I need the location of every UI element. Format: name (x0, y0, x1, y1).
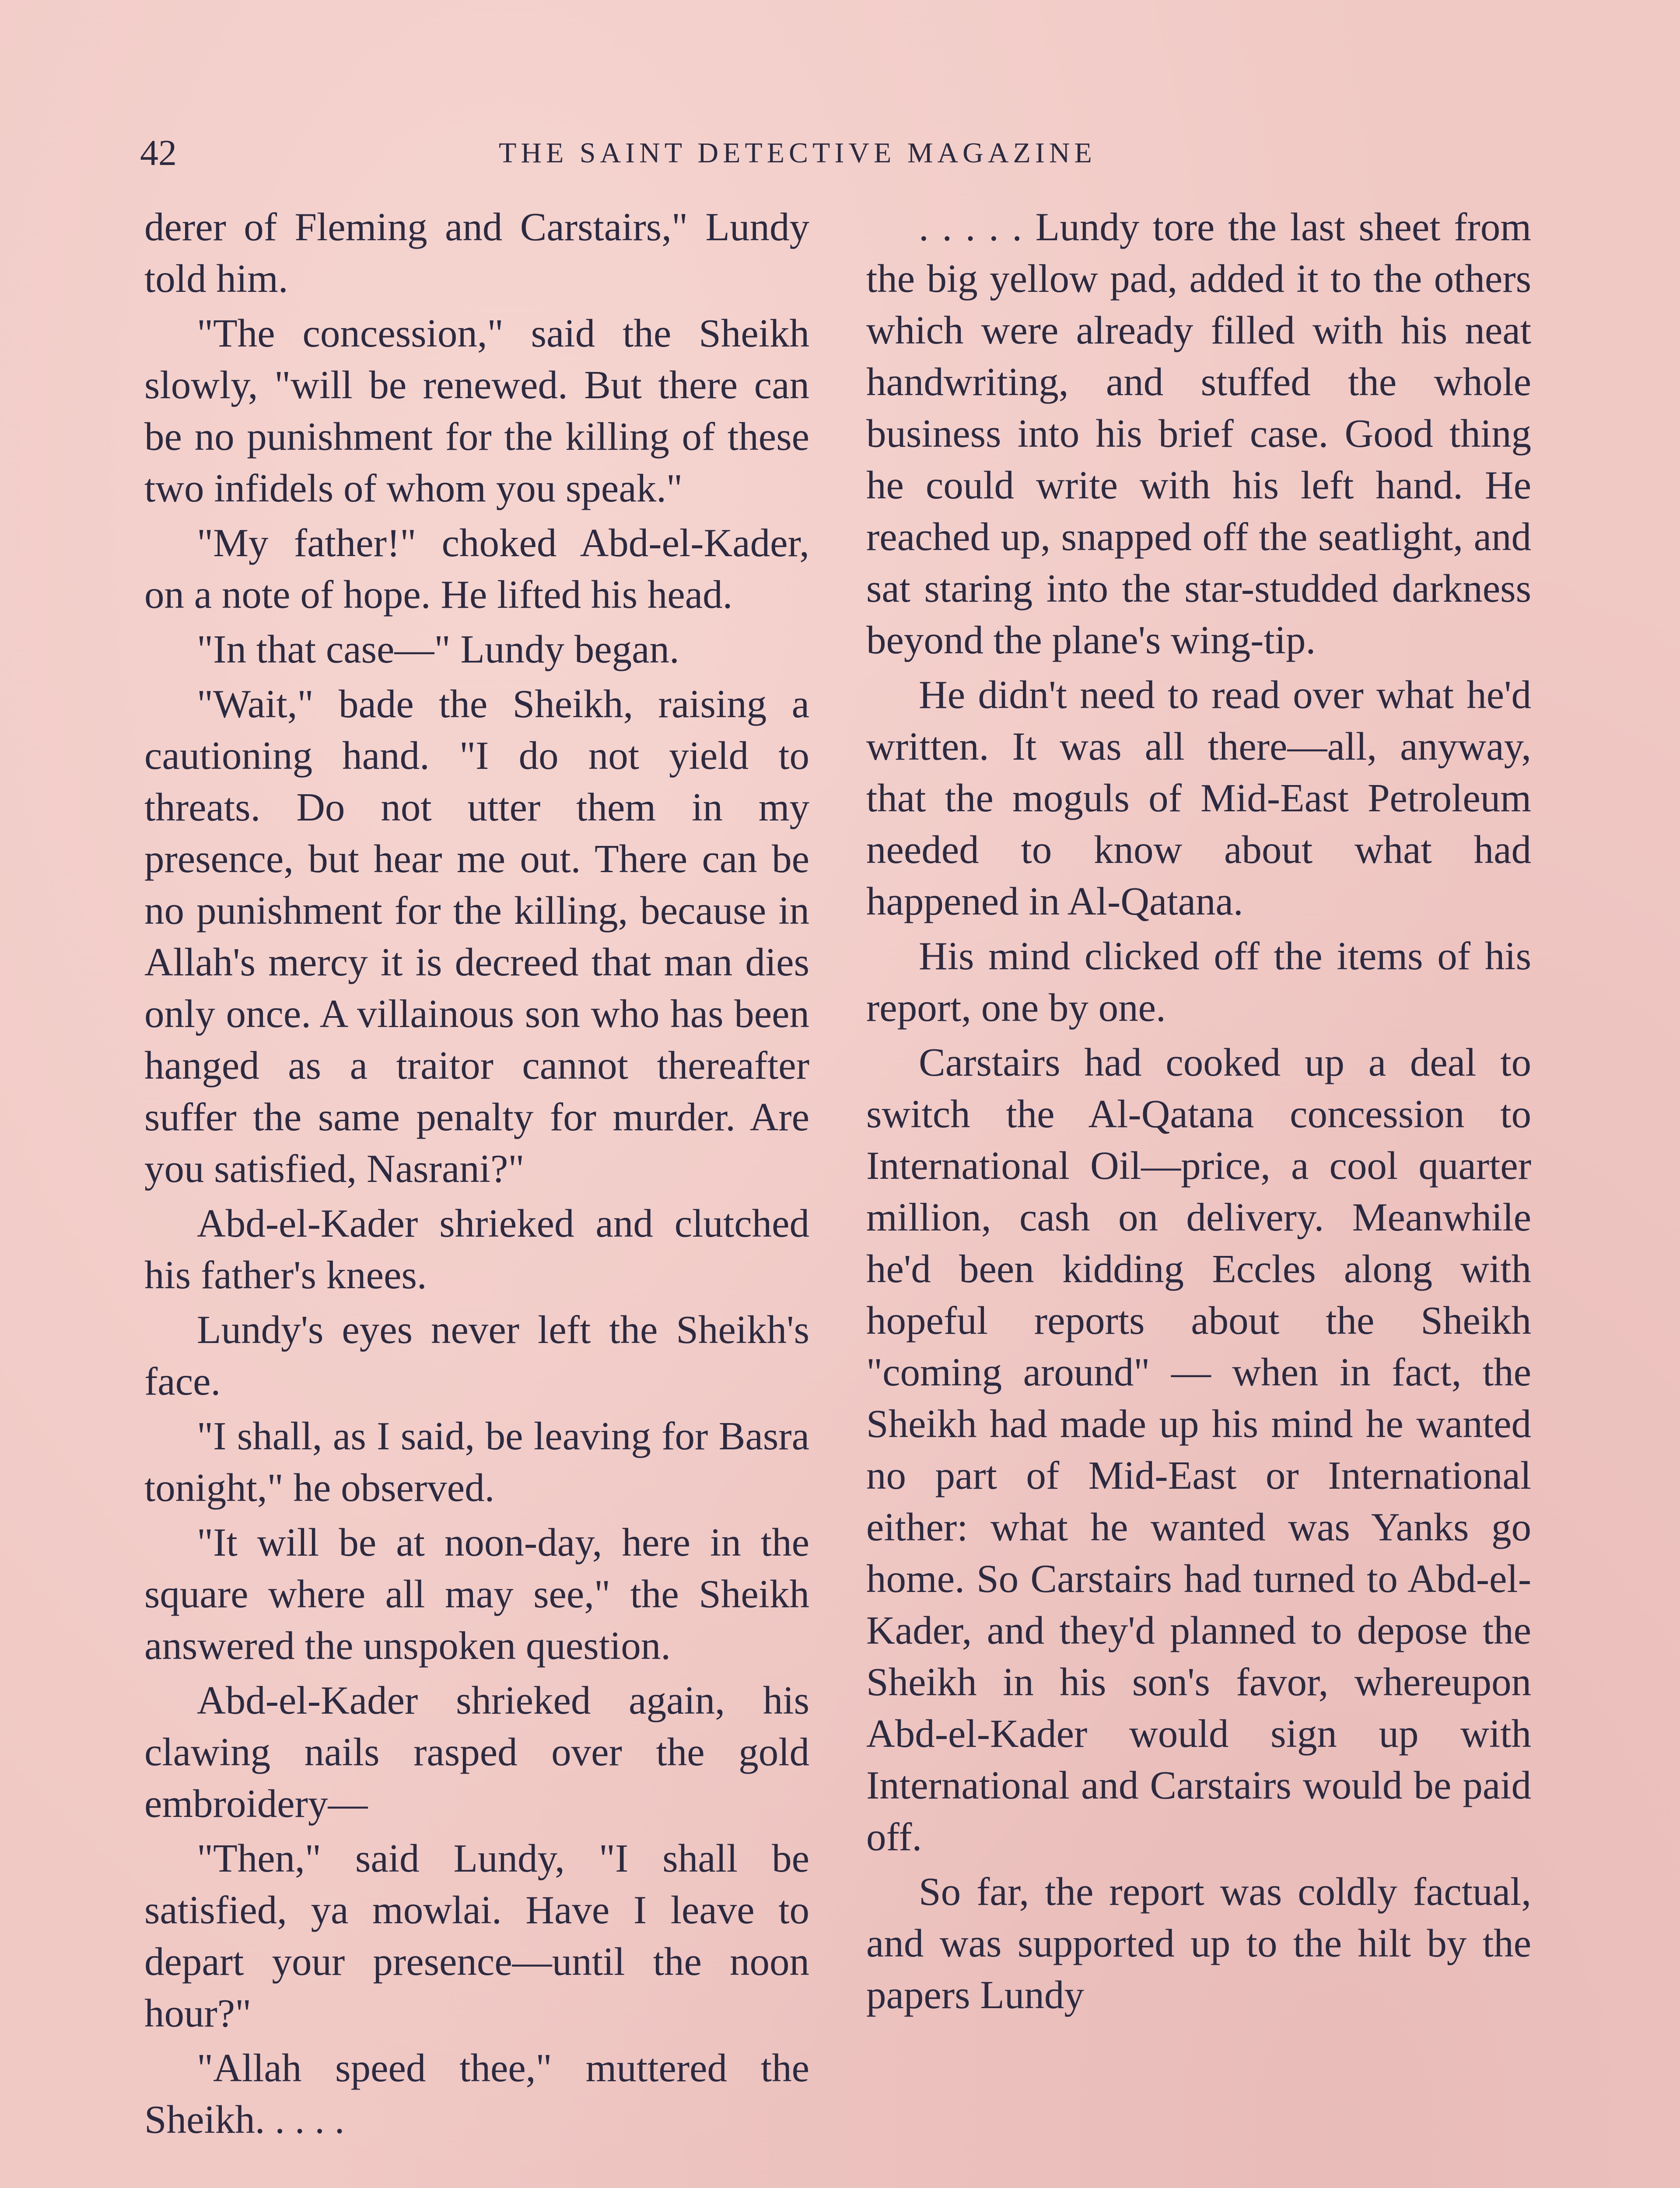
paragraph: "It will be at noon-day, here in the square where all may see," the Sheikh answered the unspoken question. (144, 1520, 809, 1668)
right-column (866, 201, 1531, 2024)
paragraph: "I shall, as I said, be leaving for Basra tonight," he observed. (144, 1414, 809, 1510)
paragraph: Abd-el-Kader shrieked and clutched his father's knees. (144, 1201, 809, 1297)
paragraph: Carstairs had cooked up a deal to switch the Al-Qatana concession to International Oil—price, a cool quarter million, cash on delivery. Meanwhile he'd been kidding Eccles along with hopeful reports about the Sheikh "coming around" — when in fact, the Sheikh had made up his mind he wanted no part of Mid-East or International either: what he wanted was Yanks go home. So Carstairs had turned to Abd-el-Kader, and they'd planned to depose the Sheikh in his son's favor, whereupon Abd-el-Kader would sign up with International and Carstairs would be paid off. (866, 1040, 1531, 1859)
paragraph: "My father!" choked Abd-el-Kader, on a note of hope. He lifted his head. (144, 521, 809, 617)
running-title: THE SAINT DETECTIVE MAGAZINE (499, 137, 1096, 169)
page-header (140, 127, 1540, 179)
paragraph: So far, the report was coldly factual, and was supported up to the hilt by the papers Lundy (866, 1869, 1531, 2017)
paragraph: . . . . . Lundy tore the last sheet from the big yellow pad, added it to the others which were already filled with his neat handwriting, and stuffed the whole business into his brief case. Good thing he could write with his left hand. He reached up, snapped off the seatlight, and sat staring into the star-studded darkness beyond the plane's wing-tip. (866, 205, 1531, 662)
paragraph: "The concession," said the Sheikh slowly, "will be renewed. But there can be no punishment for the killing of these two infidels of whom you speak." (144, 311, 809, 510)
paragraph: "Wait," bade the Sheikh, raising a cautioning hand. "I do not yield to threats. Do not utter them in my presence, but hear me out. There can be no punishment for the killing, because in Allah's mercy it is decreed that man dies only once. A villainous son who has been hanged as a traitor cannot thereafter suffer the same penalty for murder. Are you satisfied, Nasrani?" (144, 682, 809, 1191)
paragraph: Lundy's eyes never left the Sheikh's face. (144, 1308, 809, 1403)
paragraph: "Then," said Lundy, "I shall be satisfied, ya mowlai. Have I leave to depart your presence—until the noon hour?" (144, 1836, 809, 2035)
page-number: 42 (140, 133, 177, 173)
paragraph: His mind clicked off the items of his report, one by one. (866, 934, 1531, 1030)
paragraph: "Allah speed thee," muttered the Sheikh. . . . . (144, 2046, 809, 2142)
paragraph: derer of Fleming and Carstairs," Lundy told him. (144, 205, 809, 301)
paragraph: "In that case—" Lundy began. (197, 627, 679, 671)
paragraph: Abd-el-Kader shrieked again, his clawing nails rasped over the gold embroidery— (144, 1678, 809, 1826)
paragraph: He didn't need to read over what he'd written. It was all there—all, anyway, that the moguls of Mid-East Petroleum needed to know about what had happened in Al-Qatana. (866, 673, 1531, 923)
left-column (144, 201, 809, 2149)
